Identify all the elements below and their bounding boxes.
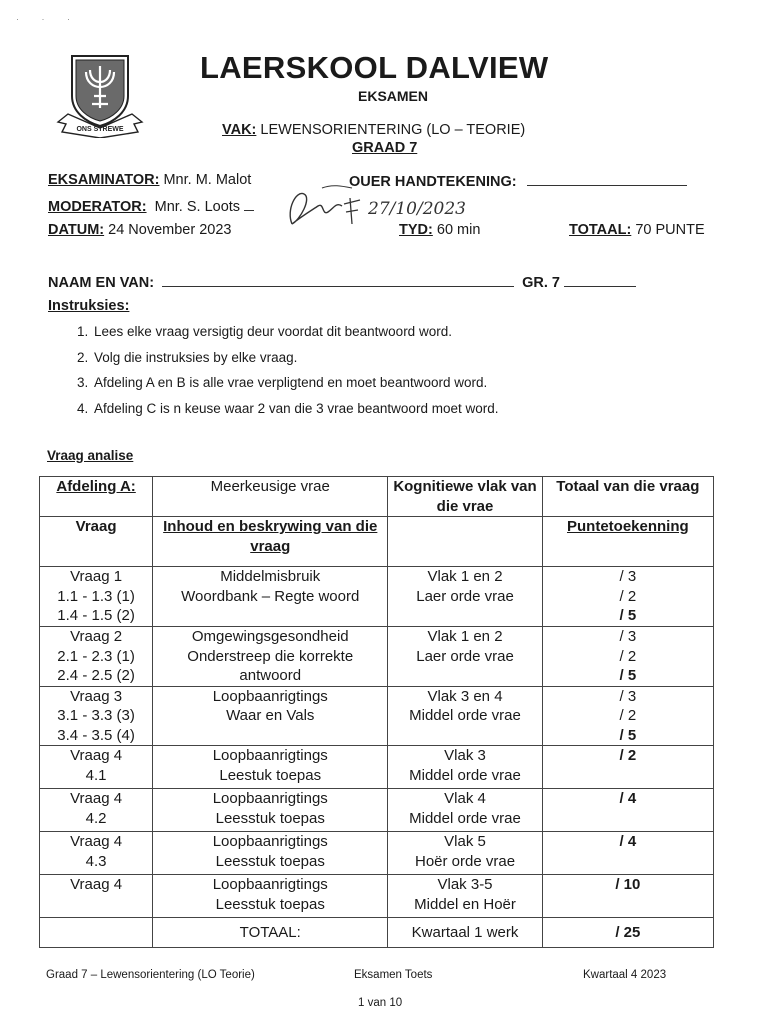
vraag-line: Vraag 1 [70, 568, 123, 585]
vlak-cell [388, 686, 542, 746]
grade-label: GR. 7 [522, 275, 560, 291]
inhoud-line: Middelmisbruik [220, 568, 321, 585]
vraag-line: 3.4 - 3.5 (4) [57, 726, 135, 744]
vlak-cell [388, 567, 542, 627]
punte-cell [542, 627, 713, 687]
punte-line: / 3 [619, 628, 637, 645]
inhoud-line: Loopbaanrigtings [212, 833, 328, 850]
vraag-cell [40, 875, 153, 918]
vlak-cell [388, 789, 542, 832]
punte-cell [542, 567, 713, 627]
vlak-cell [388, 746, 542, 789]
time-value: 60 min [436, 222, 481, 238]
punte-line: / 5 [619, 607, 637, 624]
header-cell: Kognitiewe vlak van die vrae [388, 477, 542, 517]
instruction-item: 2. Volg die instruksies by elke vraag. [92, 348, 498, 374]
parent-signature-label: OUER HANDTEKENING: [349, 174, 517, 190]
inhoud-line: Loopbaanrigtings [212, 790, 328, 807]
table-row [40, 746, 714, 789]
subheader-cell: Vraag [40, 517, 153, 567]
punte-cell [542, 789, 713, 832]
punte-line: / 2 [619, 747, 637, 764]
signature-date: 27/10/2023 [368, 199, 466, 219]
vlak-line: Vlak 3 [444, 747, 486, 764]
instructions-list [70, 322, 498, 424]
examiner-label: EKSAMINATOR: [48, 172, 160, 188]
subheader-cell: Inhoud en beskrywing van die vraag [153, 517, 388, 567]
vraag-line: Vraag 4 [70, 876, 123, 893]
footer-right: Kwartaal 4 2023 [583, 969, 667, 981]
vlak-line: Vlak 1 en 2 [427, 568, 503, 585]
time-label: TYD: [399, 222, 433, 238]
vraag-cell [40, 627, 153, 687]
vraag-line: Vraag 4 [70, 747, 123, 764]
punte-line: / 5 [619, 726, 637, 744]
total-label: TOTAAL: [569, 222, 632, 238]
punte-cell [542, 686, 713, 746]
vlak-line: Laer orde vrae [416, 587, 514, 605]
punte-line: / 2 [619, 587, 637, 605]
inhoud-line: Loopbaanrigtings [212, 747, 328, 764]
punte-line: / 2 [619, 707, 637, 724]
vlak-line: Middel en Hoër [414, 895, 516, 913]
vlak-line: Vlak 1 en 2 [427, 628, 503, 645]
vraag-line: 2.1 - 2.3 (1) [57, 647, 135, 665]
examiner-line [48, 172, 251, 188]
name-line [48, 273, 636, 291]
punte-cell [542, 875, 713, 918]
table-row [40, 789, 714, 832]
moderator-value: Mnr. S. Loots [154, 199, 241, 215]
vlak-line: Middel orde vrae [409, 707, 521, 724]
punte-line: / 10 [615, 876, 641, 893]
moderator-label: MODERATOR: [48, 199, 147, 215]
subheader-cell [388, 517, 542, 567]
vlak-line: Middel orde vrae [409, 809, 521, 827]
inhoud-line: antwoord [239, 667, 302, 684]
vraag-line: 3.1 - 3.3 (3) [57, 707, 135, 724]
punte-line: / 3 [619, 568, 637, 585]
punte-line: / 2 [619, 647, 637, 665]
inhoud-line: Omgewingsgesondheid [191, 628, 349, 645]
inhoud-line: Leesstuk toepas [215, 895, 325, 913]
total-cell: / 25 [542, 918, 713, 948]
punte-cell [542, 832, 713, 875]
header-cell: Totaal van die vraag [542, 477, 713, 517]
question-analysis-table [39, 476, 714, 948]
vlak-cell [388, 875, 542, 918]
date-line [48, 222, 231, 238]
subject-label: VAK: [222, 122, 257, 138]
inhoud-line: Leesstuk toepas [215, 809, 325, 827]
inhoud-cell [153, 789, 388, 832]
inhoud-cell [153, 832, 388, 875]
vlak-line: Hoër orde vrae [414, 852, 516, 870]
inhoud-cell [153, 746, 388, 789]
vraag-line: 4.3 [85, 852, 107, 870]
table-total-row [40, 918, 714, 948]
header-cell: Meerkeusige vrae [153, 477, 388, 517]
vlak-line: Laer orde vrae [416, 647, 514, 665]
punte-line: / 5 [619, 667, 637, 684]
total-cell: TOTAAL: [153, 918, 388, 948]
school-name: LAERSKOOL DALVIEW [200, 50, 549, 85]
inhoud-line: Onderstreep die korrekte [187, 647, 354, 665]
subject-value: LEWENSORIENTERING (LO – TEORIE) [260, 122, 526, 138]
instruction-item: 1. Lees elke vraag versigtig deur voordat dit beantwoord word. [92, 322, 498, 348]
date-value: 24 November 2023 [108, 222, 232, 238]
subheader-cell: Puntetoekenning [542, 517, 713, 567]
instruction-item: 4. Afdeling C is n keuse waar 2 van die 3 vrae beantwoord moet word. [92, 399, 498, 425]
vlak-line: Vlak 5 [444, 833, 486, 850]
inhoud-line: Leestuk toepas [219, 766, 322, 784]
date-label: DATUM: [48, 222, 105, 238]
inhoud-line: Loopbaanrigtings [212, 876, 328, 893]
punte-line: / 4 [619, 790, 637, 807]
page-number: 1 van 10 [358, 997, 403, 1009]
crest-motto: ONS STREWE [76, 126, 124, 133]
vraag-line: 1.1 - 1.3 (1) [57, 587, 135, 605]
vlak-line: Vlak 3 en 4 [427, 687, 503, 705]
total-line [569, 222, 705, 238]
vraag-line: 4.1 [85, 766, 107, 784]
table-header-row [40, 477, 714, 517]
punte-cell [542, 746, 713, 789]
inhoud-line: Waar en Vals [226, 707, 315, 724]
name-field[interactable] [162, 273, 514, 287]
vraag-cell [40, 567, 153, 627]
vraag-line: 2.4 - 2.5 (2) [57, 667, 135, 684]
school-crest-logo [54, 52, 146, 138]
table-subheader-row [40, 517, 714, 567]
moderator-signature-line [244, 197, 254, 211]
inhoud-line: Loopbaanrigtings [212, 687, 328, 705]
analysis-heading: Vraag analise [47, 448, 134, 463]
table-row [40, 832, 714, 875]
inhoud-line: Woordbank – Regte woord [181, 587, 360, 605]
vraag-line: Vraag 4 [70, 790, 123, 807]
vraag-line: 1.4 - 1.5 (2) [57, 607, 135, 624]
vraag-line: Vraag 4 [70, 833, 123, 850]
inhoud-cell [153, 875, 388, 918]
table-row [40, 875, 714, 918]
vraag-line: 4.2 [85, 809, 107, 827]
instructions-heading: Instruksies: [48, 298, 130, 314]
inhoud-line: Leesstuk toepas [215, 852, 325, 870]
moderator-line [48, 197, 254, 215]
vraag-cell [40, 789, 153, 832]
examiner-value: Mnr. M. Malot [163, 172, 252, 188]
vraag-cell [40, 832, 153, 875]
inhoud-cell [153, 686, 388, 746]
vlak-line: Middel orde vrae [409, 766, 521, 784]
vlak-cell [388, 832, 542, 875]
parent-signature-field[interactable] [527, 172, 687, 186]
total-cell [40, 918, 153, 948]
inhoud-cell [153, 567, 388, 627]
scan-marks: · · · [16, 14, 80, 24]
vraag-cell [40, 746, 153, 789]
name-label: NAAM EN VAN: [48, 275, 155, 291]
exam-subtitle: EKSAMEN [358, 88, 429, 104]
time-line [399, 222, 480, 238]
footer-center: Eksamen Toets [354, 969, 433, 981]
vraag-line: Vraag 2 [70, 628, 123, 645]
vraag-line: Vraag 3 [70, 687, 123, 705]
vlak-cell [388, 627, 542, 687]
vraag-cell [40, 686, 153, 746]
footer-left: Graad 7 – Lewensorientering (LO Teorie) [46, 969, 255, 981]
total-cell: Kwartaal 1 werk [388, 918, 542, 948]
punte-line: / 4 [619, 833, 637, 850]
grade-heading: GRAAD 7 [352, 140, 418, 156]
header-cell: Afdeling A: [40, 477, 153, 517]
inhoud-cell [153, 627, 388, 687]
table-row [40, 686, 714, 746]
vlak-line: Vlak 3-5 [437, 876, 493, 893]
punte-line: / 3 [619, 687, 637, 705]
table-row [40, 627, 714, 687]
instruction-item: 3. Afdeling A en B is alle vrae verpligtend en moet beantwoord word. [92, 373, 498, 399]
table-row [40, 567, 714, 627]
vlak-line: Vlak 4 [444, 790, 486, 807]
subject-line [222, 122, 525, 138]
grade-field[interactable] [564, 273, 636, 287]
total-value: 70 PUNTE [635, 222, 705, 238]
